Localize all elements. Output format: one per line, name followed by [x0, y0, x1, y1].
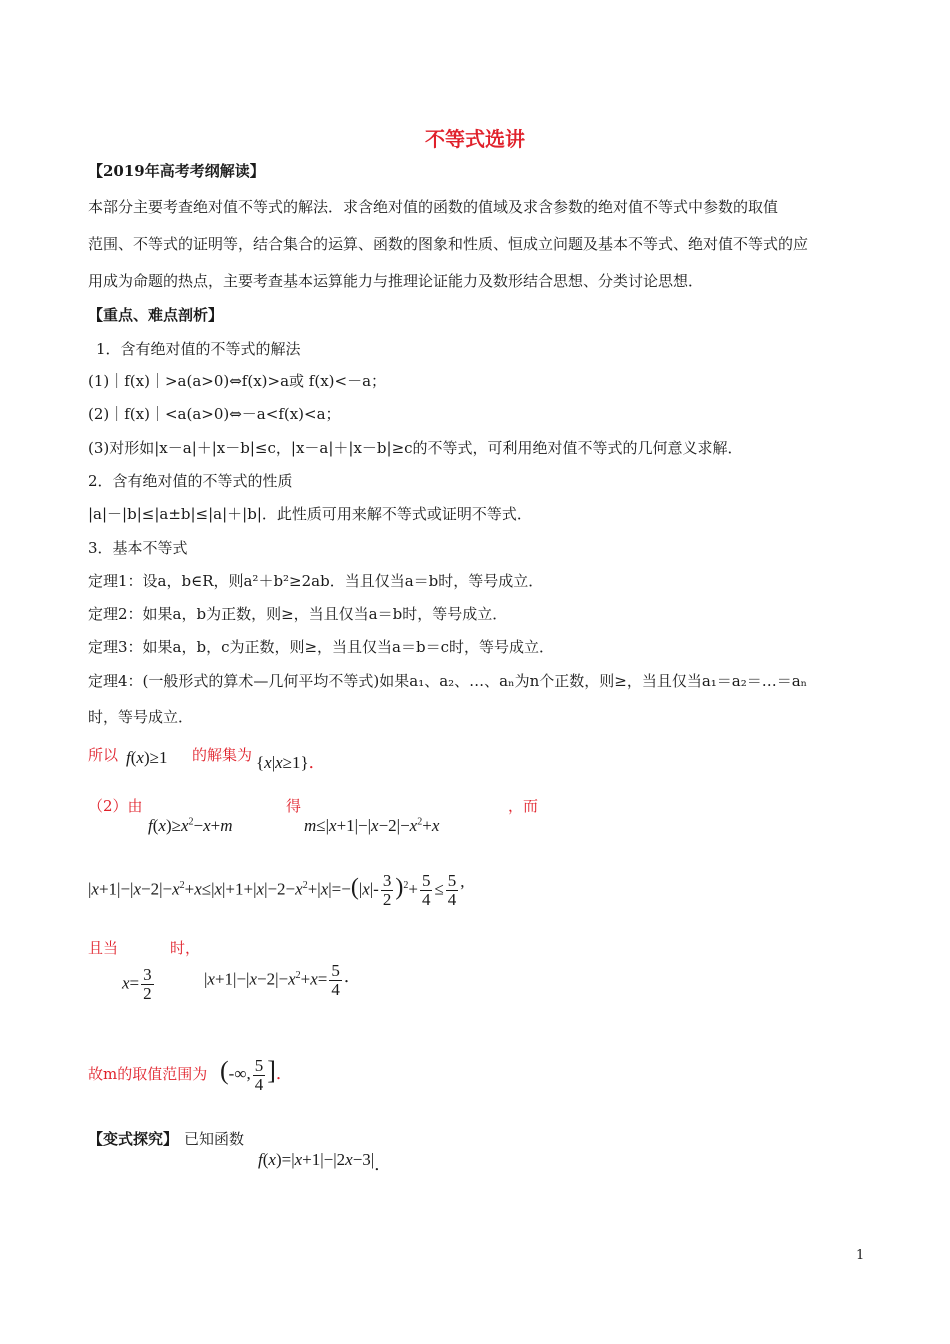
- rule-3: (3)对形如|x－a|＋|x－b|≤c，|x－a|＋|x－b|≥c的不等式，可利用绝对值不等式的几何意义求解．: [88, 439, 743, 457]
- variant-text: 已知函数: [184, 1130, 245, 1148]
- page-title: 不等式选讲: [425, 127, 525, 151]
- formula-fx-ge-1: f(x)≥1: [126, 748, 168, 767]
- solution-prefix: 所以: [88, 746, 119, 764]
- heading-basic-inequality: 3．基本不等式: [88, 539, 188, 557]
- theorem-4-line-2: 时，等号成立．: [88, 708, 194, 726]
- solution-mid: 的解集为: [192, 746, 253, 764]
- theorem-4-line-1: 定理4：(一般形式的算术—几何平均不等式)如果a₁、a₂、…、aₙ为n个正数，则≥，当且仅当a₁＝a₂＝…＝aₙ: [88, 672, 808, 690]
- formula-variant-function: f(x)=|x+1|−|2x−3|．: [258, 1150, 392, 1174]
- solution-part-2-c: ，而: [508, 797, 539, 815]
- formula-m-bound: $m\le|x+1|-|x-2|-x^2+x$: [304, 816, 440, 835]
- formula-fx-ge-quadratic: $f(x)\ge x^2-x+m$: [148, 816, 233, 835]
- section-header-key: 【重点、难点剖析】: [88, 306, 224, 324]
- intro-line-3: 用成为命题的热点，主要考查基本运算能力与推理论证能力及数形结合思想、分类讨论思想．: [88, 272, 704, 290]
- rule-1: (1)｜f(x)｜>a(a>0)⇔f(x)>a或 f(x)<－a；: [88, 372, 387, 390]
- section-header-exam: 【2019年高考考纲解读】: [88, 162, 265, 180]
- intro-line-1: 本部分主要考查绝对值不等式的解法．求含绝对值的函数的值域及求含参数的绝对值不等式中参数的取值: [88, 198, 779, 216]
- heading-abs-property: 2．含有绝对值的不等式的性质: [88, 472, 293, 490]
- heading-abs-solve: 1．含有绝对值的不等式的解法: [96, 340, 301, 358]
- formula-equality-case: $|x+1|-|x-2|-x^2+x=$ $\frac{5}{4}$ ．: [204, 961, 361, 999]
- rule-2: (2)｜f(x)｜<a(a>0)⇔－a<f(x)<a；: [88, 405, 341, 423]
- solution-part-3-b: 时，: [170, 939, 201, 957]
- intro-line-2: 范围、不等式的证明等，结合集合的运算、函数的图象和性质、恒成立问题及基本不等式、绝对值不等式的应: [88, 235, 809, 253]
- theorem-3: 定理3：如果a，b，c为正数，则≥，当且仅当a＝b＝c时，等号成立．: [88, 638, 555, 656]
- page-number: 1: [856, 1248, 865, 1263]
- property-text: |a|－|b|≤|a±b|≤|a|＋|b|．此性质可用来解不等式或证明不等式．: [88, 505, 532, 523]
- formula-solution-set: {x|x≥1}．: [256, 753, 326, 772]
- theorem-2: 定理2：如果a，b为正数，则≥，当且仅当a＝b时，等号成立．: [88, 605, 508, 623]
- solution-part-3-a: 且当: [88, 939, 119, 957]
- theorem-1: 定理1：设a，b∈R，则a²＋b²≥2ab．当且仅当a＝b时，等号成立．: [88, 572, 544, 590]
- solution-part-2-a: （2）由: [88, 797, 143, 815]
- formula-range: (-∞, $\frac{5}{4}$ ]．: [220, 1055, 293, 1094]
- solution-part-2-b: 得: [286, 797, 302, 815]
- variant-header: 【变式探究】: [88, 1130, 179, 1148]
- solution-part-4: 故m的取值范围为: [88, 1065, 208, 1083]
- formula-x-value: x= $\frac{3}{2}$: [122, 965, 152, 1003]
- formula-estimate: $|x+1|-|x-2|-x^2+x\le|x|+1+|x|-2-x^2+|x|=-(|x|-$ $\frac{3}{2}$ )$^2$+ $\frac{5}{4}$ ≤ $\frac{5}{4}$ ,: [88, 871, 465, 909]
